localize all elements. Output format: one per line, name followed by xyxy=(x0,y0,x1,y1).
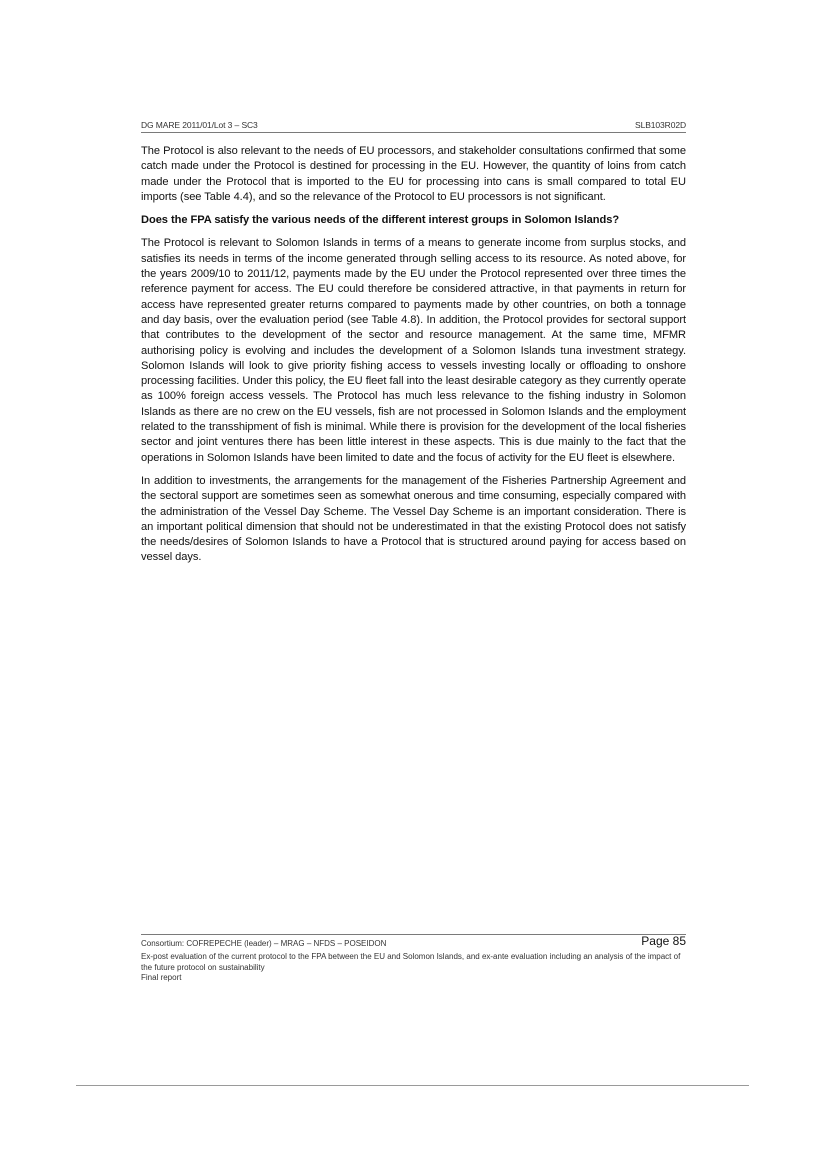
paragraph-relevance-solomon-islands: The Protocol is relevant to Solomon Islands in terms of a means to generate income from surplus stocks, and satisfies its needs in terms of the income generated through selling access to its resource. As noted above, for the years 2009/10 to 2011/12, payments made by the EU under the Protocol represented over three times the reference payment for access. The EU could therefore be considered attractive, in that payments in return for access have represented greater returns compared to payments made by other countries, on both a tonnage and day basis, over the evaluation period (see Table 4.8). In addition, the Protocol provides for sectoral support that contributes to the development of the sector and resource management. At the same time, MFMR authorising policy is evolving and includes the development of a Solomon Islands tuna investment strategy. Solomon Islands will look to give priority fishing access to vessels investing locally or offloading to onshore processing facilities. Under this policy, the EU fleet fall into the least desirable category as they currently operate as 100% foreign access vessels. The Protocol has much less relevance to the fishing industry in Solomon Islands as there are no crew on the EU vessels, fish are not processed in Solomon Islands and the employment related to the transshipment of fish is minimal. While there is provision for the development of the local fisheries sector and joint ventures there has been little interest in these aspects. This is due mainly to the fact that the operations in Solomon Islands have been limited to date and the focus of activity for the EU fleet is elsewhere. xyxy=(141,237,686,464)
page-body xyxy=(141,144,686,574)
bottom-divider xyxy=(76,1085,749,1086)
footer-top-line xyxy=(141,934,686,952)
page-footer xyxy=(141,934,686,984)
paragraph-eu-processors: The Protocol is also relevant to the needs of EU processors, and stakeholder consultations confirmed that some catch made under the Protocol is destined for processing in the EU. However, the quantity of loins from catch made under the Protocol that is imported to the EU for processing into cans is small compared to total EU imports (see Table 4.4), and so the relevance of the Protocol to EU processors is not significant. xyxy=(141,145,686,203)
footer-description: Ex-post evaluation of the current protocol to the FPA between the EU and Solomon Islands, and ex-ante evaluation including an analysis of the impact of the future protocol on sustainability xyxy=(141,952,681,972)
section-heading: Does the FPA satisfy the various needs of the different interest groups in Solomon Islands? xyxy=(141,214,620,227)
page-number: Page 85 xyxy=(641,934,686,948)
header-reference: DG MARE 2011/01/Lot 3 – SC3 xyxy=(141,120,258,130)
footer-consortium: Consortium: COFREPECHE (leader) – MRAG – NFDS – POSEIDON xyxy=(141,939,387,948)
footer-final-report: Final report xyxy=(141,973,182,982)
header-document-code: SLB103R02D xyxy=(635,120,686,130)
page-header xyxy=(141,118,686,133)
paragraph-investments: In addition to investments, the arrangements for the management of the Fisheries Partnership Agreement and the sectoral support are sometimes seen as somewhat onerous and time consuming, especially compared with the administration of the Vessel Day Scheme. The Vessel Day Scheme is an important consideration. There is an important political dimension that should not be underestimated in that the existing Protocol does not satisfy the needs/desires of Solomon Islands to have a Protocol that is structured around paying for access based on vessel days. xyxy=(141,474,686,564)
